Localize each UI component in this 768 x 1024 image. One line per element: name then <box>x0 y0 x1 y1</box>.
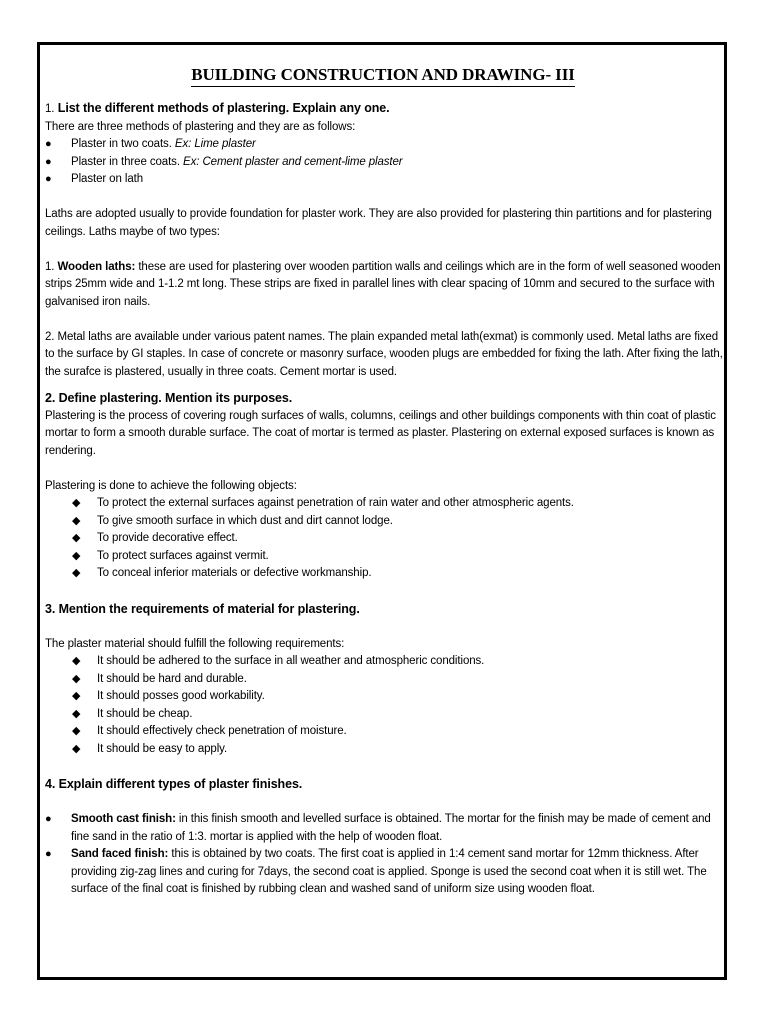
question-1-number: 1. <box>45 103 55 115</box>
list-item: ● Plaster in three coats. Ex: Cement plaster and cement-lime plaster <box>45 154 725 172</box>
question-4-heading: 4. Explain different types of plaster finishes. <box>45 777 303 791</box>
list-item: ◆ To give smooth surface in which dust and dirt cannot lodge. <box>45 513 725 531</box>
title-block <box>43 64 723 100</box>
list-item: ◆ To provide decorative effect. <box>45 530 725 548</box>
objects-intro: Plastering is done to achieve the following objects: <box>45 479 297 492</box>
list-item: ● Plaster in two coats. Ex: Lime plaster <box>45 136 725 154</box>
list-item: ◆ It should posses good workability. <box>45 688 725 706</box>
list-item: ◆ To conceal inferior materials or defective workmanship. <box>45 565 725 583</box>
objects-list <box>45 495 725 583</box>
list-item: ◆ It should effectively check penetration of moisture. <box>45 723 725 741</box>
question-3-heading: 3. Mention the requirements of material for plastering. <box>45 601 360 616</box>
list-item: ● Smooth cast finish: in this finish smooth and levelled surface is obtained. The mortar for the finish may be made of cement and fine sand in the ratio of 1:3. mortar is applied with the help of wooden float. <box>45 811 725 846</box>
plastering-definition: Plastering is the process of covering rough surfaces of walls, columns, ceilings and other buildings components with thin coat of plastic mortar to form a smooth durable surface. The coat of mortar is termed as plaster. Plastering on external exposed surfaces is known as rendering. <box>45 409 716 457</box>
question-1-heading-text: List the different methods of plastering. Explain any one. <box>57 101 390 115</box>
methods-list <box>45 136 725 189</box>
question-1-heading <box>45 100 725 119</box>
list-item: ◆ To protect surfaces against vermit. <box>45 548 725 566</box>
list-item: ◆ It should be adhered to the surface in all weather and atmospheric conditions. <box>45 653 725 671</box>
requirements-intro: The plaster material should fulfill the following requirements: <box>45 637 345 650</box>
question-1-intro: There are three methods of plastering and they are as follows: <box>45 120 356 133</box>
wooden-laths-paragraph: 1. Wooden laths: these are used for plastering over wooden partition walls and ceilings which are in the form of well seasoned wooden strips 25mm wide and 1-1.2 mt long. These strips are fixed in parallel lines with clear spacing of 10mm and secured to the surface with galvanised iron nails. <box>45 260 721 308</box>
list-item: ◆ It should be cheap. <box>45 706 725 724</box>
page-title-text: BUILDING CONSTRUCTION AND DRAWING- III <box>191 65 574 87</box>
list-item: ● Sand faced finish: this is obtained by two coats. The first coat is applied in 1:4 cement sand mortar for 12mm thickness. After providing zig-zag lines and curing for 7days, the second coat is applied. Sponge is used the second coat when it is still wet. The surface of the final coat is finished by rubbing clean and washed sand of uniform size using wooden float. <box>45 846 725 899</box>
question-2-heading: 2. Define plastering. Mention its purposes. <box>45 391 293 405</box>
list-item: ◆ It should be easy to apply. <box>45 741 725 759</box>
finishes-list <box>45 811 725 899</box>
list-item: ◆ It should be hard and durable. <box>45 671 725 689</box>
requirements-list <box>45 653 725 758</box>
list-item: ◆ To protect the external surfaces against penetration of rain water and other atmospheric agents. <box>45 495 725 513</box>
metal-laths-paragraph: 2. Metal laths are available under various patent names. The plain expanded metal lath(exmat) is commonly used. Metal laths are fixed to the surface by GI staples. In case of concrete or masonry surface, wooden plugs are embedded for fixing the lath. After fixing the lath, the surafce is plastered, usually in three coats. Cement mortar is used. <box>45 330 723 378</box>
list-item: ● Plaster on lath <box>45 171 725 189</box>
page-title <box>43 64 723 86</box>
laths-paragraph: Laths are adopted usually to provide foundation for plaster work. They are also provided for plastering thin partitions and for plastering ceilings. Laths maybe of two types: <box>45 208 712 238</box>
document-body <box>45 64 725 899</box>
